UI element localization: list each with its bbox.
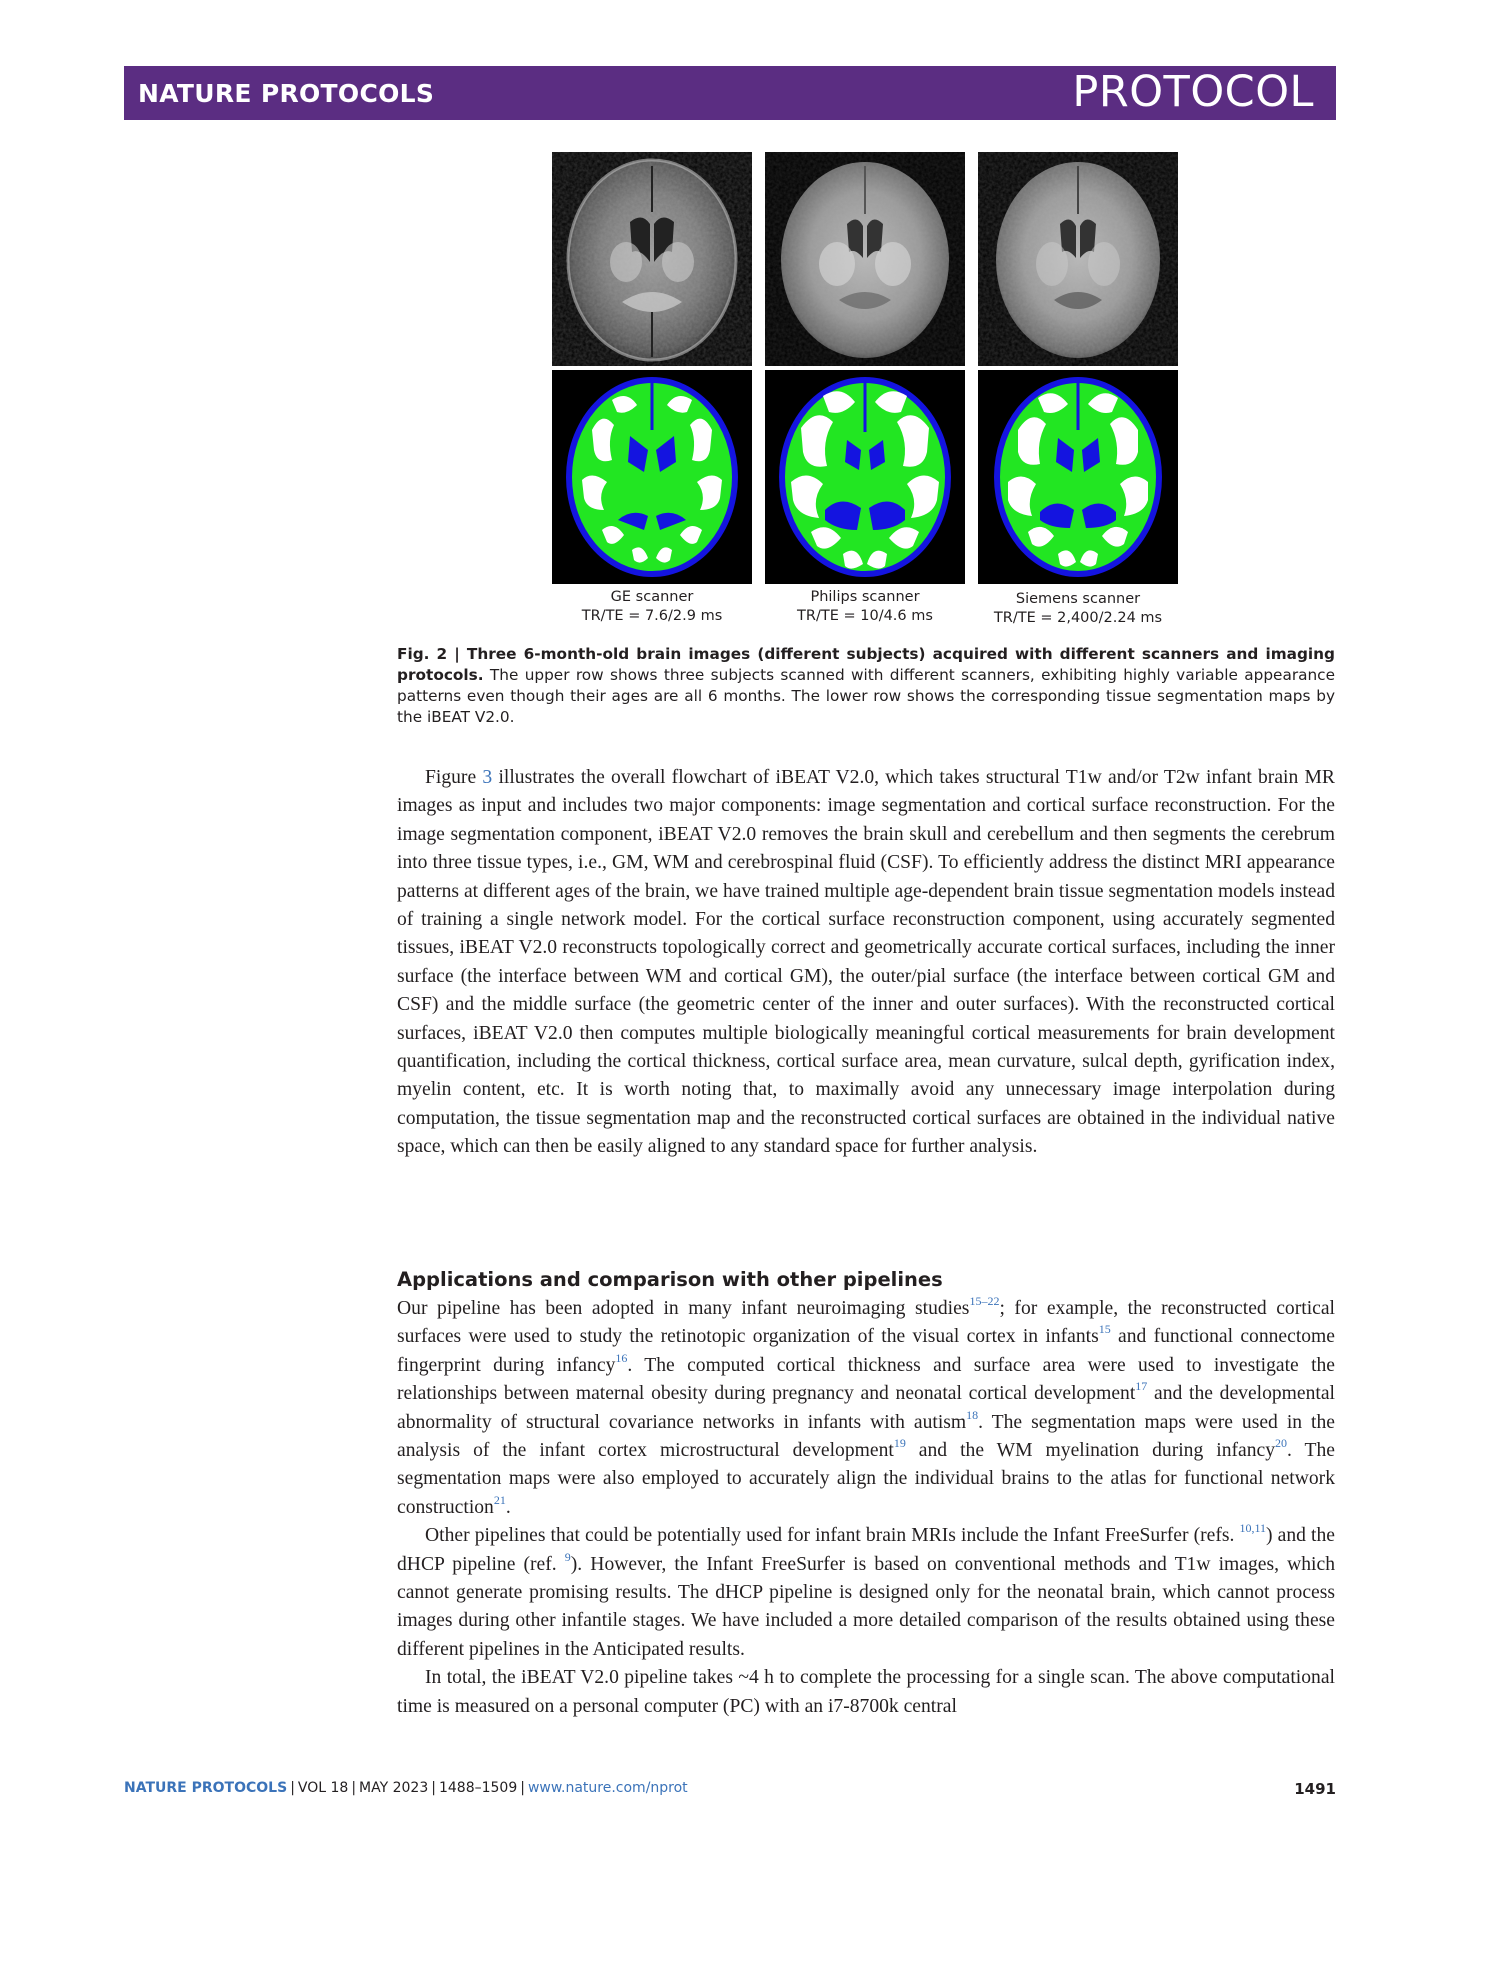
citation-link[interactable]: 21	[493, 1492, 506, 1507]
mri-panel-ge	[552, 152, 752, 366]
text-run: . The computed cortical thickness and surface area were used to investigate the relationships between maternal obesity during pregnancy and neonatal cortical development	[397, 1354, 1336, 1405]
footer-date: MAY 2023	[359, 1780, 429, 1796]
citation-link[interactable]: 19	[893, 1436, 906, 1451]
scanner-label-philips	[760, 588, 970, 626]
citation-link[interactable]: 15	[1098, 1322, 1111, 1337]
scanner-params: TR/TE = 10/4.6 ms	[797, 608, 933, 624]
text-run: ). However, the Infant FreeSurfer is based on conventional methods and T1w images, which cannot generate promising results. The dHCP pipeline is designed only for the neonatal brain, which cannot process images during other infantile stages. We have included a more detailed comparison of the results obtained using these different pipelines in the Anticipated results.	[397, 1553, 1335, 1660]
caption-label: Fig. 2 | Three 6-month-old brain images (different subjects) acquired with different scanners and imaging protocols.	[397, 645, 1335, 684]
text-run: ; for example, the reconstructed cortical surfaces were used to study the retinotopic organization of the visual cortex in infants	[397, 1298, 1335, 1348]
mri-panel-philips	[765, 152, 965, 366]
footer-separator: |	[290, 1780, 295, 1796]
article-type: PROTOCOL	[1072, 67, 1314, 117]
footer-separator: |	[431, 1780, 436, 1796]
scanner-params: TR/TE = 2,400/2.24 ms	[993, 610, 1163, 626]
text-run: Figure	[425, 767, 483, 788]
body-paragraph-4: In total, the iBEAT V2.0 pipeline takes ~4 h to complete the processing for a single scan. The above computational time is measured on a personal computer (PC) with an i7-8700k central	[397, 1667, 1335, 1717]
citation-link[interactable]: 17	[1135, 1379, 1148, 1394]
body-paragraph-1	[397, 764, 1335, 1162]
text-run: and the WM myelination during infancy	[905, 1440, 1276, 1462]
text-run: Our pipeline has been adopted in many infant neuroimaging studies	[397, 1298, 970, 1319]
segmentation-panel-siemens	[978, 370, 1178, 584]
scanner-params: TR/TE = 7.6/2.9 ms	[581, 608, 723, 624]
text-run: Other pipelines that could be potentially used for infant brain MRIs include the Infant FreeSurfer (refs.	[425, 1525, 1240, 1547]
journal-header-bar	[124, 66, 1336, 120]
scanner-name: Philips scanner	[810, 589, 920, 605]
page-footer	[124, 1780, 1336, 1796]
segmentation-panel-philips	[765, 370, 965, 584]
journal-name: NATURE PROTOCOLS	[138, 79, 435, 108]
footer-volume: VOL 18	[297, 1780, 349, 1796]
body-paragraph-3	[397, 1522, 1335, 1664]
citation-link[interactable]: 20	[1275, 1436, 1288, 1451]
text-run: and functional connectome fingerprint during infancy	[397, 1326, 1335, 1376]
footer-journal-url-link[interactable]: www.nature.com/nprot	[527, 1780, 688, 1796]
page-number: 1491	[1294, 1780, 1336, 1798]
section-heading: Applications and comparison with other pipelines	[397, 1268, 943, 1291]
text-run: . The segmentation maps were also employed to accurately align the individual brains to the atlas for functional network construction	[397, 1440, 1336, 1518]
text-run: . The segmentation maps were used in the analysis of the infant cortex microstructural development	[397, 1411, 1335, 1462]
footer-pages: 1488–1509	[438, 1780, 518, 1796]
scanner-name: GE scanner	[610, 589, 694, 605]
text-run: .	[505, 1496, 511, 1518]
citation-link[interactable]: 16	[615, 1350, 628, 1365]
footer-separator: |	[520, 1780, 525, 1796]
scanner-name: Siemens scanner	[1015, 591, 1141, 607]
text-run: ) and the dHCP pipeline (ref.	[397, 1525, 1335, 1575]
figure-2	[552, 152, 1178, 632]
segmentation-panel-ge	[552, 370, 752, 584]
text-run: illustrates the overall flowchart of iBEAT V2.0, which takes structural T1w and/or T2w infant brain MR images as input and includes two major components: image segmentation and cortical surface reconstruction. For the image segmentation component, iBEAT V2.0 removes the brain skull and cerebellum and then segments the cerebrum into three tissue types, i.e., GM, WM and cerebrospinal fluid (CSF). To efficiently address the distinct MRI appearance patterns at different ages of the brain, we have trained multiple age-dependent brain tissue segmentation models instead of training a single network model. For the cortical surface reconstruction component, using accurately segmented tissues, iBEAT V2.0 reconstructs topologically correct and geometrically accurate cortical surfaces, including the inner surface (the interface between WM and cortical GM), the outer/pial surface (the interface between cortical GM and CSF) and the middle surface (the geometric center of the inner and outer surfaces). With the reconstructed cortical surfaces, iBEAT V2.0 then computes multiple biologically meaningful cortical measurements for brain development quantification, including the cortical thickness, cortical surface area, mean curvature, sulcal depth, gyrification index, myelin content, etc. It is worth noting that, to maximally avoid any unnecessary image interpolation during computation, the tissue segmentation map and the reconstructed cortical surfaces are obtained in the individual native space, which can then be easily aligned to any standard space for further analysis.	[397, 767, 1335, 1158]
text-run: and the developmental abnormality of structural covariance networks in infants with autism	[397, 1383, 1335, 1433]
footer-separator: |	[351, 1780, 357, 1796]
caption-text: The upper row shows three subjects scanned with different scanners, exhibiting highly variable appearance patterns even though their ages are all 6 months. The lower row shows the corresponding tissue segmentation maps by the iBEAT V2.0.	[397, 666, 1335, 726]
citation-link[interactable]: 15–22	[969, 1294, 1000, 1308]
footer-journal: NATURE PROTOCOLS	[124, 1780, 288, 1796]
figure-reference-link[interactable]: 3	[482, 767, 493, 788]
figure-caption	[397, 644, 1335, 728]
citation-link[interactable]: 9	[564, 1549, 571, 1564]
citation-link[interactable]: 10,11	[1239, 1521, 1267, 1536]
body-paragraph-2	[397, 1295, 1335, 1522]
scanner-label-ge	[547, 588, 757, 626]
citation-link[interactable]: 18	[966, 1407, 979, 1422]
scanner-label-siemens	[973, 590, 1183, 628]
body-section-applications	[397, 1295, 1335, 1721]
mri-panel-siemens	[978, 152, 1178, 366]
